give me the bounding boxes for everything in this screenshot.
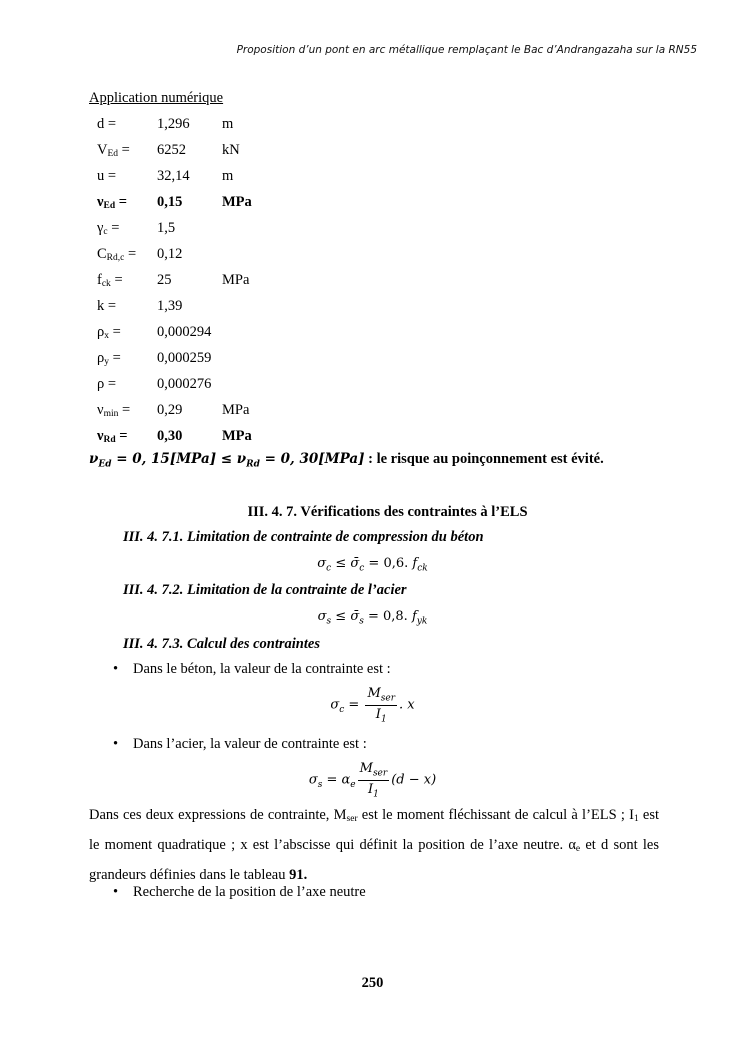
table-row — [89, 189, 282, 215]
variable-symbol: $\nu_{Ed}$ = — [97, 193, 127, 211]
formula-concrete-stress: $\sigma_c$ = $\frac{M_{ser}}{I_1}$ . x — [330, 686, 415, 725]
variable-value: 0,15 — [157, 193, 183, 210]
explanation-paragraph: Dans ces deux expressions de contrainte, $M_{ser}$ est le moment fléchissant de calcul à l’ELS ; $I_1$ est le moment quadratique ; x est l’abscisse qui définit la position de l’axe neutre. $\alpha_e$ et d sont les grandeurs définies dans le tableau 91. — [89, 807, 660, 883]
variable-value: 0,30 — [157, 427, 183, 444]
variable-value: 0,000276 — [157, 375, 212, 392]
table-row — [89, 241, 282, 267]
conclusion-line: $\nu_{Ed} = 0$, $15[MPa] \le \nu_{Rd} = 0$, 30[MPa] : le risque au poinçonnement est évité. — [89, 451, 604, 470]
subsection-concrete: III. 4. 7.1. Limitation de contrainte de compression du béton — [123, 529, 484, 545]
variable-unit — [222, 345, 282, 371]
subsection-stress-calc: III. 4. 7.3. Calcul des contraintes — [123, 636, 320, 652]
table-row — [89, 267, 282, 293]
table-row — [89, 215, 282, 241]
variable-value: 6252 — [157, 141, 186, 158]
bullet-dot: • — [113, 884, 119, 900]
variable-symbol: $\rho_x$ = — [97, 323, 121, 341]
variable-symbol: d = — [97, 115, 117, 132]
variable-unit: MPa — [222, 401, 250, 418]
bullet-steel: • Dans l’acier, la valeur de contrainte est : — [113, 736, 367, 752]
table-row — [89, 397, 282, 423]
nu-ed-symbol: ν — [89, 451, 99, 467]
variable-value: 1,296 — [157, 115, 190, 132]
variable-unit — [222, 241, 282, 267]
variable-unit — [222, 215, 282, 241]
variable-value: 0,29 — [157, 401, 183, 418]
bullet-dot: • — [113, 736, 119, 752]
variable-symbol: $C_{Rd,c}$ = — [97, 245, 137, 263]
formula-steel-stress: $\sigma_s = \alpha_e$ $\frac{M_{ser}}{I_1}$ (d − x) — [308, 761, 437, 800]
variable-unit — [222, 371, 282, 397]
formula-steel-limit: $\sigma_s$ ≤ $\sigmā_s = 0,8$. $f_{yk}$ — [317, 609, 428, 627]
table-row — [89, 293, 282, 319]
variable-value: 1,5 — [157, 219, 176, 236]
variable-unit: kN — [222, 141, 240, 158]
table-row — [89, 111, 282, 137]
application-title: Application numérique — [89, 90, 224, 106]
variable-value: 1,39 — [157, 297, 183, 314]
subsection-steel: III. 4. 7.2. Limitation de la contrainte de l’acier — [123, 582, 407, 598]
variable-unit: MPa — [222, 271, 250, 288]
nu-rd-symbol: ν — [236, 451, 247, 467]
values-table — [89, 111, 282, 449]
table-row — [89, 345, 282, 371]
variable-symbol: $f_{ck}$ = — [97, 271, 123, 289]
variable-value: 0,000259 — [157, 349, 212, 366]
variable-unit — [222, 293, 282, 319]
variable-symbol: $V_{Ed}$ = — [97, 141, 130, 159]
variable-symbol: k = — [97, 297, 117, 314]
variable-unit: m — [222, 167, 234, 184]
section-title: III. 4. 7. Vérifications des contraintes à l’ELS — [247, 504, 528, 520]
bullet-neutral-axis: • Recherche de la position de l’axe neutre — [113, 884, 366, 900]
variable-unit: m — [222, 115, 234, 132]
variable-symbol: $\gamma_c$ = — [97, 219, 120, 237]
variable-value: 0,000294 — [157, 323, 212, 340]
variable-symbol: ρ = — [97, 375, 117, 392]
variable-unit: MPa — [222, 193, 252, 210]
table-row — [89, 371, 282, 397]
table-row — [89, 423, 282, 449]
table-row — [89, 137, 282, 163]
table-row — [89, 319, 282, 345]
variable-symbol: $\nu_{min}$ = — [97, 401, 131, 419]
running-header: Proposition d’un pont en arc métallique remplaçant le Bac d’Andrangazaha sur la RN55 — [236, 44, 697, 56]
variable-symbol: $\rho_y$ = — [97, 349, 121, 367]
bullet-concrete: • Dans le béton, la valeur de la contrainte est : — [113, 661, 391, 677]
variable-value: 25 — [157, 271, 172, 288]
page-number: 250 — [361, 975, 384, 991]
variable-value: 0,12 — [157, 245, 183, 262]
variable-value: 32,14 — [157, 167, 190, 184]
variable-symbol: $\nu_{Rd}$ = — [97, 427, 128, 445]
variable-unit — [222, 319, 282, 345]
variable-unit: MPa — [222, 427, 252, 444]
variable-symbol: u = — [97, 167, 117, 184]
table-row — [89, 163, 282, 189]
formula-concrete-limit: $\sigma_c$ ≤ $\sigmā_c = 0,6$. $f_{ck}$ — [317, 556, 428, 574]
bullet-dot: • — [113, 661, 119, 677]
